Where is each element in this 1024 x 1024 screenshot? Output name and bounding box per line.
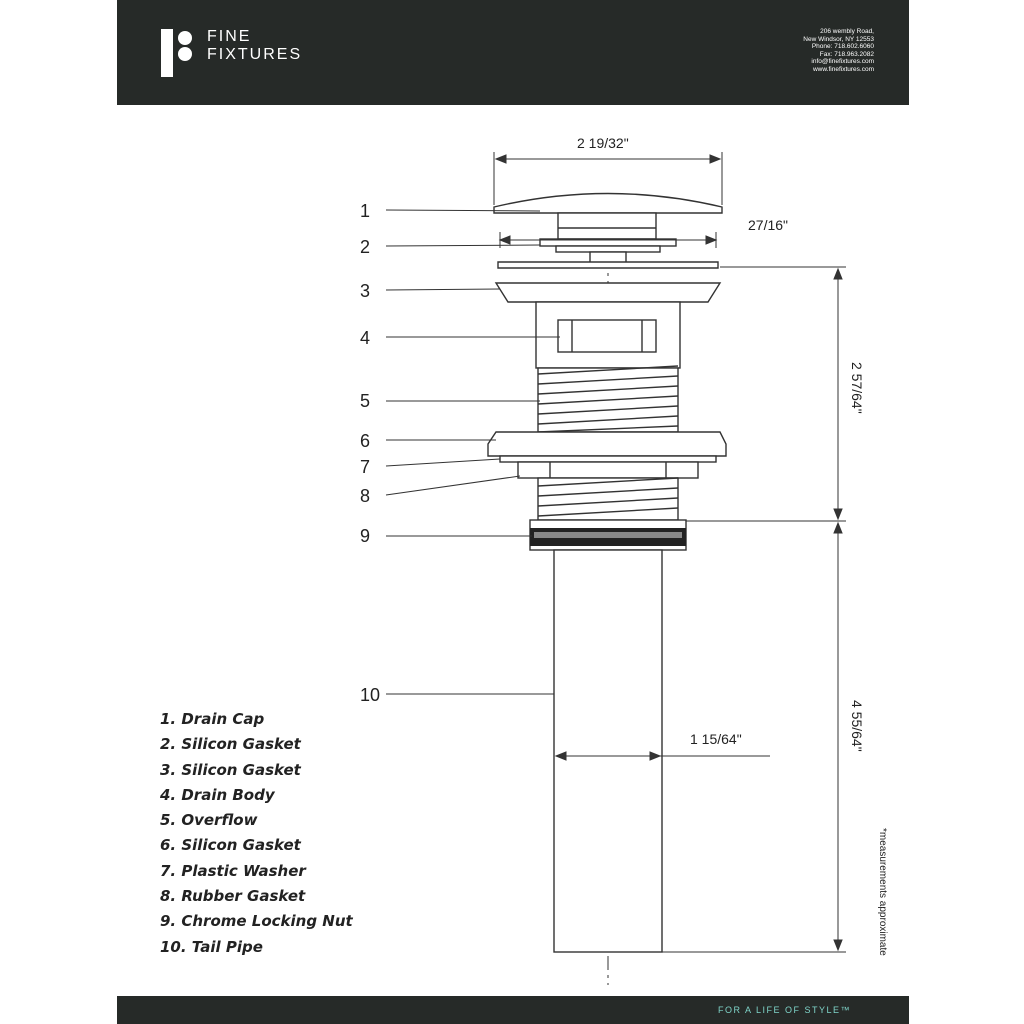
drain-cap [494, 194, 722, 214]
silicon-gasket-3 [496, 283, 720, 302]
dim-upper-height: 2 57/64" [849, 362, 865, 414]
legend-item: 2. Silicon Gasket [160, 735, 301, 754]
callout-8: 8 [360, 486, 371, 506]
plastic-washer [500, 456, 716, 462]
dim-pipe-height: 4 55/64" [849, 700, 865, 752]
legend-item: 5. Overflow [160, 811, 258, 830]
legend-item: 8. Rubber Gasket [160, 887, 306, 906]
address-line: New Windsor, NY 12553 [803, 35, 874, 43]
footer-tagline: FOR A LIFE OF STYLE™ [717, 1005, 851, 1015]
dim-cap-width: 2 19/32" [577, 135, 629, 151]
dimension-lines [494, 152, 846, 952]
legend-item: 10. Tail Pipe [160, 937, 263, 956]
email-line: info@finefixtures.com [811, 58, 874, 66]
rubber-gasket [518, 462, 698, 478]
gasket-spacer [556, 246, 660, 252]
callout-1: 1 [360, 201, 371, 221]
callout-9: 9 [360, 526, 371, 546]
cap-stem [558, 213, 656, 239]
brand-line-1: FINE [207, 28, 252, 45]
callout-5: 5 [360, 391, 371, 411]
legend-item: 1. Drain Cap [160, 710, 265, 728]
brand-line-2: FIXTURES [207, 46, 303, 63]
callout-4: 4 [360, 328, 371, 348]
fax-line: Fax: 718.963.2082 [819, 50, 874, 58]
address-line: 206 wembly Road, [820, 28, 874, 35]
locking-nut-band [534, 532, 682, 538]
callout-3: 3 [360, 281, 371, 301]
measurement-note: *measurements approximate [877, 828, 888, 956]
callout-7: 7 [360, 457, 371, 477]
callout-2: 2 [360, 237, 371, 257]
flange-top [498, 262, 718, 268]
website-line: www.finefixtures.com [812, 65, 874, 73]
callout-6: 6 [360, 431, 371, 451]
legend-item: 6. Silicon Gasket [160, 836, 301, 855]
silicon-gasket-6 [488, 432, 726, 456]
tail-pipe [554, 550, 662, 952]
parts-legend [160, 708, 353, 961]
dim-pipe-width: 1 15/64" [690, 731, 742, 747]
legend-item: 9. Chrome Locking Nut [160, 912, 353, 931]
legend-item: 7. Plastic Washer [160, 861, 306, 880]
legend-item: 4. Drain Body [160, 785, 275, 804]
dim-gasket-width: 27/16" [748, 217, 789, 233]
legend-item: 3. Silicon Gasket [160, 760, 301, 779]
footer-bar [117, 996, 909, 1024]
callout-10: 10 [360, 685, 381, 705]
phone-line: Phone: 718.602.6060 [811, 43, 874, 51]
